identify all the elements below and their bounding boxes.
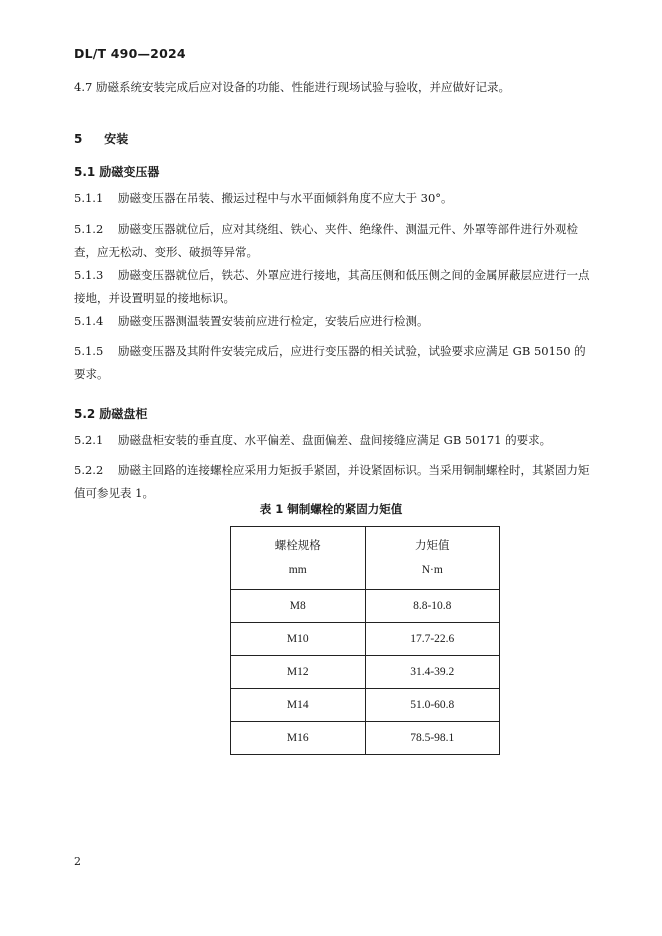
table-row [231, 722, 500, 755]
clause-number: 5.1.4 [74, 314, 104, 328]
page-number: 2 [74, 855, 81, 868]
clause-5-1-1 [74, 187, 594, 210]
table-row [231, 623, 500, 656]
torque-cell: 51.0-60.8 [365, 689, 500, 722]
bolt-size-cell: M10 [231, 623, 366, 656]
clause-5-1-2 [74, 218, 594, 264]
table-header-row [231, 527, 500, 590]
clause-number: 5.1.3 [74, 268, 104, 282]
clause-text: 励磁变压器及其附件安装完成后，应进行变压器的相关试验，试验要求应满足 GB 50150 的要求。 [74, 344, 586, 381]
header-torque [365, 527, 500, 590]
header-unit: mm [288, 564, 307, 576]
bolt-torque-table [230, 526, 500, 755]
bolt-size-cell: M12 [231, 656, 366, 689]
section-5-2-heading: 5.2 励磁盘柜 [74, 407, 148, 421]
clause-number: 5.1.2 [74, 222, 104, 236]
clause-number: 4.7 [74, 80, 93, 94]
torque-cell: 17.7-22.6 [365, 623, 500, 656]
clause-text: 励磁主回路的连接螺栓应采用力矩扳手紧固，并设紧固标识。当采用铜制螺栓时，其紧固力矩值可参见表 1。 [74, 463, 590, 500]
header-label: 力矩值 [415, 540, 450, 552]
document-code-header: DL/T 490—2024 [74, 46, 186, 61]
section-number: 5 [74, 132, 83, 146]
clause-text: 励磁盘柜安装的垂直度、水平偏差、盘面偏差、盘间接缝应满足 GB 50171 的要求。 [118, 433, 552, 447]
table-row [231, 656, 500, 689]
clause-text: 励磁变压器就位后，应对其绕组、铁心、夹件、绝缘件、测温元件、外罩等部件进行外观检查，应无松动、变形、破损等异常。 [74, 222, 578, 259]
torque-cell: 31.4-39.2 [365, 656, 500, 689]
bolt-size-cell: M8 [231, 590, 366, 623]
clause-5-2-1 [74, 429, 594, 452]
section-title: 安装 [104, 132, 129, 146]
clause-5-2-2 [74, 459, 594, 505]
header-unit: N·m [421, 564, 443, 576]
clause-number: 5.2.2 [74, 463, 104, 477]
clause-5-1-5 [74, 340, 594, 386]
torque-cell: 8.8-10.8 [365, 590, 500, 623]
bolt-size-cell: M14 [231, 689, 366, 722]
clause-number: 5.1.1 [74, 191, 104, 205]
table-row [231, 689, 500, 722]
header-label: 螺栓规格 [274, 540, 321, 552]
clause-4-7 [74, 76, 594, 99]
table-row [231, 590, 500, 623]
table-caption: 表 1 铜制螺栓的紧固力矩值 [259, 502, 403, 516]
clause-number: 5.2.1 [74, 433, 104, 447]
section-5-1-heading: 5.1 励磁变压器 [74, 165, 160, 179]
clause-number: 5.1.5 [74, 344, 104, 358]
clause-text: 励磁变压器在吊装、搬运过程中与水平面倾斜角度不应大于 30°。 [118, 191, 453, 205]
clause-text: 励磁变压器就位后，铁芯、外罩应进行接地，其高压侧和低压侧之间的金属屏蔽层应进行一点接地，并设置明显的接地标识。 [74, 268, 590, 305]
clause-5-1-4 [74, 310, 594, 333]
clause-text: 励磁系统安装完成后应对设备的功能、性能进行现场试验与验收，并应做好记录。 [95, 80, 510, 94]
header-bolt-size [231, 527, 366, 590]
bolt-size-cell: M16 [231, 722, 366, 755]
clause-5-1-3 [74, 264, 594, 310]
section-5-heading [74, 130, 128, 147]
clause-text: 励磁变压器测温装置安装前应进行检定，安装后应进行检测。 [118, 314, 429, 328]
torque-cell: 78.5-98.1 [365, 722, 500, 755]
